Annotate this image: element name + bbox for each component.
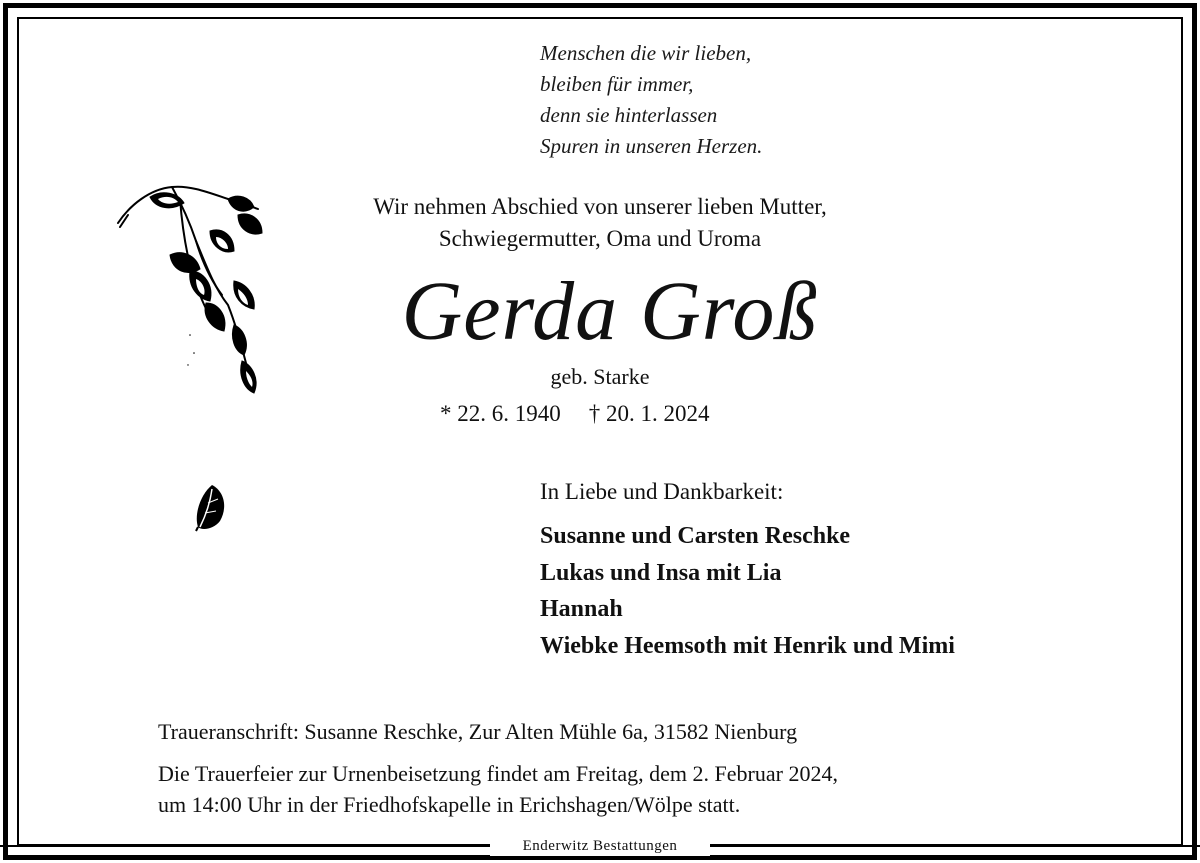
death-date: † 20. 1. 2024 [588,401,710,426]
farewell-intro [280,191,920,255]
memorial-poem [540,38,762,162]
poem-line: Menschen die wir lieben, [540,41,752,65]
birch-branch-icon [110,175,280,410]
undertaker-credit: Enderwitz Bestattungen [490,836,710,856]
mourner-entry: Lukas und Insa mit Lia [540,559,782,586]
intro-line: Schwiegermutter, Oma und Uroma [438,226,762,251]
intro-line: Wir nehmen Abschied von unserer lieben Mutter, [373,194,827,219]
birth-name: geb. Starke [550,364,650,389]
ceremony-info [158,758,838,820]
mourner-entry: Susanne und Carsten Reschke [540,523,851,549]
falling-leaf-icon [192,483,232,533]
mourner-entry: Wiebke Heemsoth mit Henrik und Mimi [540,632,955,659]
poem-line: bleiben für immer, [540,72,694,96]
life-dates [440,398,710,430]
thanks-line: In Liebe und Dankbarkeit: [540,479,784,504]
mourners-list [540,518,955,664]
mourner-entry: Hannah [540,596,623,622]
poem-line: denn sie hinterlassen [540,103,718,127]
ceremony-line: Die Trauerfeier zur Urnenbeisetzung findet am Freitag, dem 2. Februar 2024, [158,761,838,786]
mourning-address: Traueranschrift: Susanne Reschke, Zur Alten Mühle 6a, 31582 Nienburg [158,719,798,744]
poem-line: Spuren in unseren Herzen. [540,134,763,158]
deceased-name: Gerda Groß [401,265,819,358]
ceremony-line: um 14:00 Uhr in der Friedhofskapelle in Erichshagen/Wölpe statt. [158,792,741,817]
birth-date: * 22. 6. 1940 [440,401,561,426]
